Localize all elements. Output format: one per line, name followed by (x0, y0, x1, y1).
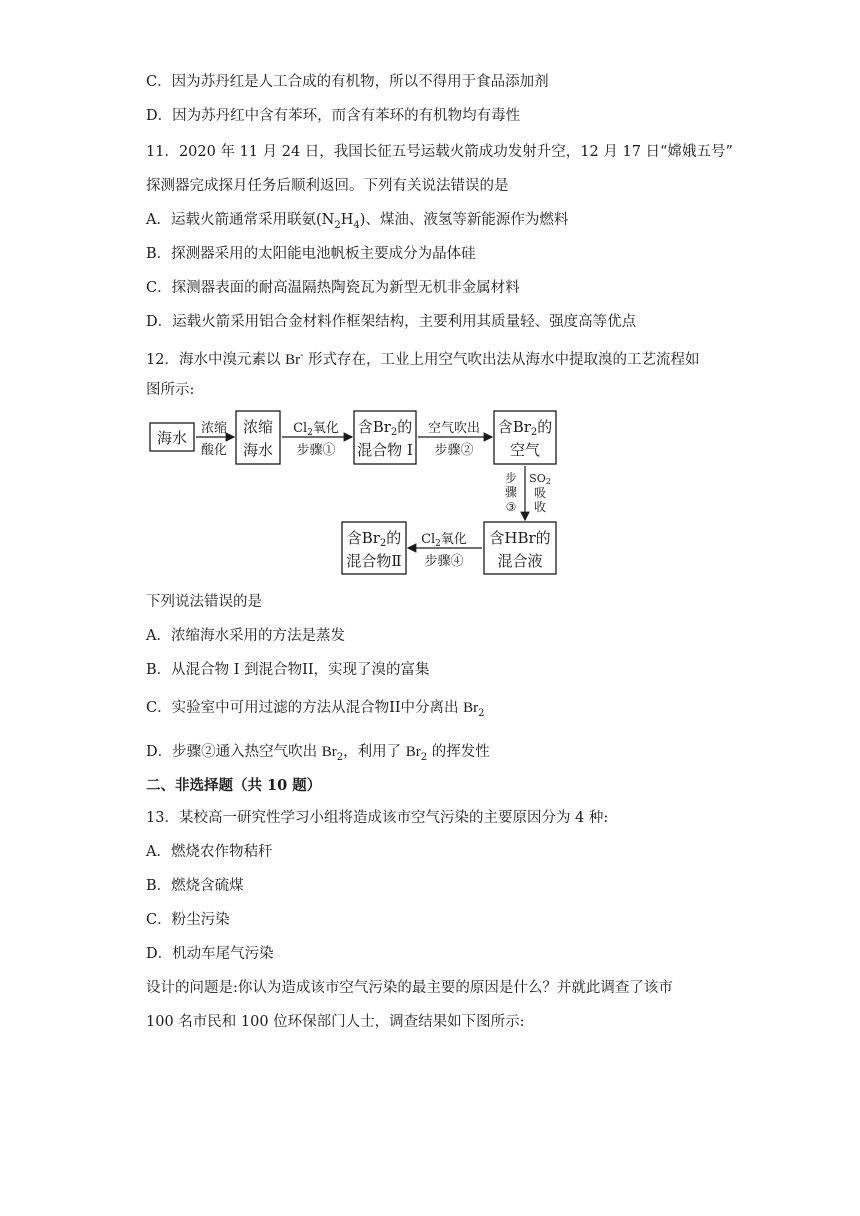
option-c-q12: C．实验室中可用过滤的方法从混合物II中分离出 $Br_2$ (146, 700, 485, 719)
arrow-4-right-2: 收 (533, 500, 547, 514)
arrow-1-bottom: 酸化 (200, 443, 228, 458)
question-11-line1: 11．2020 年 11 月 24 日，我国长征五号运载火箭成功发射升空，12 月 17 日“嫦娥五号” (146, 144, 733, 160)
arrow-4-right-1: 吸 (533, 486, 547, 500)
option-d-q11: D．运载火箭采用铝合金材料作框架结构，主要利用其质量轻、强度高等优点 (146, 314, 637, 330)
option-b-q12: B．从混合物 I 到混合物II，实现了溴的富集 (146, 662, 430, 678)
arrow-4-left-2: 骤 (504, 485, 518, 499)
box-4-line2: 空气 (509, 441, 541, 459)
arrow-4-left-1: 步 (504, 471, 518, 485)
option-c-q11: C．探测器表面的耐高温隔热陶瓷瓦为新型无机非金属材料 (146, 280, 520, 296)
box-2-line2: 海水 (242, 441, 274, 459)
box-5-line1: 含HBr的 (489, 529, 551, 547)
option-c-q10: C．因为苏丹红是人工合成的有机物，所以不得用于食品添加剂 (146, 74, 549, 90)
arrow-5-bottom: 步骤④ (424, 554, 464, 569)
box-5-line2: 混合液 (497, 552, 543, 570)
box-3-line2: 混合物 I (357, 441, 413, 459)
option-c-q13: C．粉尘污染 (146, 912, 230, 928)
option-a-q11: A．运载火箭通常采用联氨$(N_2H_4)$、煤油、液氢等新能源作为燃料 (146, 212, 569, 231)
question-12-line1: 12．海水中溴元素以 Br- 形式存在，工业上用空气吹出法从海水中提取溴的工艺流程如 (146, 350, 700, 368)
arrow-2-top: $Cl_2$氧化 (293, 421, 339, 438)
box-6-line2: 混合物Ⅱ (346, 552, 402, 570)
question-11-line2: 探测器完成探月任务后顺利返回。下列有关说法错误的是 (146, 178, 509, 194)
question-12-line2: 图所示: (146, 382, 195, 398)
box-seawater-label: 海水 (156, 429, 188, 447)
box-3-line1: 含$Br_2$的 (357, 418, 413, 438)
box-6-line1: 含$Br_2$的 (346, 529, 402, 549)
question-13-line3: 100 名市民和 100 位环保部门人士，调查结果如下图所示: (146, 1014, 525, 1030)
option-a-q12: A．浓缩海水采用的方法是蒸发 (146, 628, 345, 644)
option-d-q13: D．机动车尾气污染 (146, 946, 274, 962)
arrow-3-bottom: 步骤② (434, 443, 474, 458)
arrow-4-left-3: ③ (505, 500, 517, 514)
option-b-q13: B．燃烧含硫煤 (146, 878, 244, 894)
option-a-q13: A．燃烧农作物秸秆 (146, 844, 273, 860)
arrow-5-top: $Cl_2$氧化 (421, 532, 467, 549)
option-d-q12: D．步骤②通入热空气吹出 $Br_2$，利用了 $Br_2$ 的挥发性 (146, 744, 490, 763)
arrow-4-right-so2: SO2 (529, 472, 551, 486)
option-b-q11: B．探测器采用的太阳能电池帆板主要成分为晶体硅 (146, 246, 476, 262)
arrow-2-bottom: 步骤① (296, 443, 336, 458)
box-4-line1: 含$Br_2$的 (497, 418, 553, 438)
section-2-heading: 二、非选择题（共 10 题） (146, 777, 322, 794)
box-2-line1: 浓缩 (242, 418, 274, 436)
question-13-line1: 13．某校高一研究性学习小组将造成该市空气污染的主要原因分为 4 种: (146, 810, 609, 826)
option-d-q10: D．因为苏丹红中含有苯环，而含有苯环的有机物均有毒性 (146, 108, 521, 124)
arrow-1-top: 浓缩 (200, 421, 228, 436)
arrow-3-top: 空气吹出 (427, 421, 481, 436)
bromine-extraction-flowchart (146, 408, 566, 578)
question-12-prompt: 下列说法错误的是 (146, 594, 262, 610)
question-13-line2: 设计的问题是:你认为造成该市空气污染的最主要的原因是什么？并就此调查了该市 (146, 980, 673, 996)
